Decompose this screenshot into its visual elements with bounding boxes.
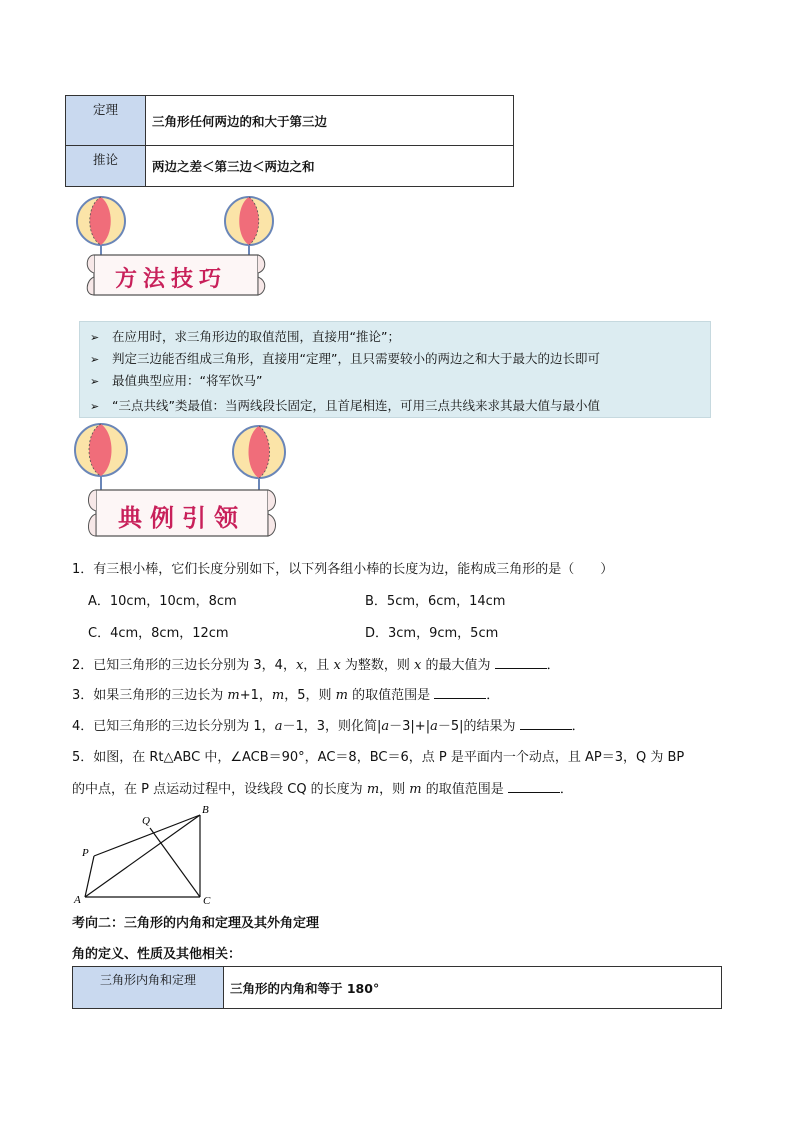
arrow-bullet-icon: ➢: [90, 353, 100, 366]
label-b: B: [202, 804, 209, 816]
q5-line2: 的中点，在 P 点运动过程中，设线段 CQ 的长度为 m，则 m 的取值范围是 ．: [72, 782, 573, 797]
q2: 2．已知三角形的三边长分别为 3，4，x，且 x 为整数，则 x 的最大值为 ．: [72, 658, 560, 673]
q4: 4．已知三角形的三边长分别为 1，a－1，3，则化简|a－3|+|a－5|的结果为 ．: [72, 719, 585, 734]
beach-ball-icon: [75, 424, 127, 476]
angle-sum-label: 三角形内角和定理: [73, 967, 224, 1009]
q1-stem: 1．有三根小棒，它们长度分别如下，以下列各组小棒的长度为边，能构成三角形的是（ ）: [72, 562, 614, 577]
label-a: A: [74, 894, 81, 905]
answer-blank[interactable]: [434, 686, 486, 699]
label-p: P: [82, 847, 89, 859]
examples-banner-title: 典例引领: [118, 503, 246, 532]
theorem-label: 定理: [66, 96, 146, 146]
beach-ball-icon: [77, 197, 125, 245]
tip-item: ➢ 在应用时，求三角形边的取值范围，直接用“推论”；: [90, 329, 400, 344]
methods-banner-title: 方法技巧: [115, 266, 228, 292]
answer-blank[interactable]: [508, 780, 560, 793]
tips-box: [79, 321, 711, 418]
theorem-table: [65, 95, 514, 187]
beach-ball-icon: [233, 426, 285, 478]
q1-option-d: D．3cm，9cm，5cm: [365, 626, 499, 641]
arrow-bullet-icon: ➢: [90, 375, 100, 388]
beach-ball-icon: [225, 197, 273, 245]
answer-blank[interactable]: [520, 717, 572, 730]
label-q: Q: [142, 815, 150, 827]
label-c: C: [203, 895, 211, 905]
arrow-bullet-icon: ➢: [90, 331, 100, 344]
theorem-value: 三角形任何两边的和大于第三边: [146, 96, 514, 146]
arrow-bullet-icon: ➢: [90, 400, 100, 413]
corollary-label: 推论: [66, 146, 146, 187]
corollary-value: 两边之差＜第三边＜两边之和: [146, 146, 514, 187]
q5-line1: 5．如图，在 Rt△ABC 中，∠ACB＝90°，AC＝8，BC＝6，点 P 是平面内一个动点，且 AP＝3，Q 为 BP: [72, 750, 685, 765]
segment-ab: [85, 815, 200, 897]
angle-sum-table: [72, 966, 722, 1009]
q1-option-a: A．10cm，10cm，8cm: [88, 594, 237, 609]
segment-qc: [150, 828, 200, 897]
section2-subtitle: 角的定义、性质及其他相关：: [72, 947, 242, 962]
q1-option-b: B．5cm，6cm，14cm: [365, 594, 506, 609]
angle-sum-value: 三角形的内角和等于 180°: [224, 967, 722, 1009]
tip-item: ➢ 最值典型应用：“将军饮马”: [90, 373, 263, 388]
section2-title: 考向二：三角形的内角和定理及其外角定理: [72, 916, 320, 931]
tip-item: ➢ “三点共线”类最值：当两线段长固定，且首尾相连，可用三点共线来求其最大值与最小值: [90, 398, 600, 413]
q3: 3．如果三角形的三边长为 m+1，m，5，则 m 的取值范围是 ．: [72, 688, 500, 703]
q1-option-c: C．4cm，8cm，12cm: [88, 626, 229, 641]
triangle-figure: [70, 800, 220, 905]
tip-item: ➢ 判定三边能否组成三角形，直接用“定理”，且只需要较小的两边之和大于最大的边长即可: [90, 351, 600, 366]
answer-blank[interactable]: [495, 656, 547, 669]
